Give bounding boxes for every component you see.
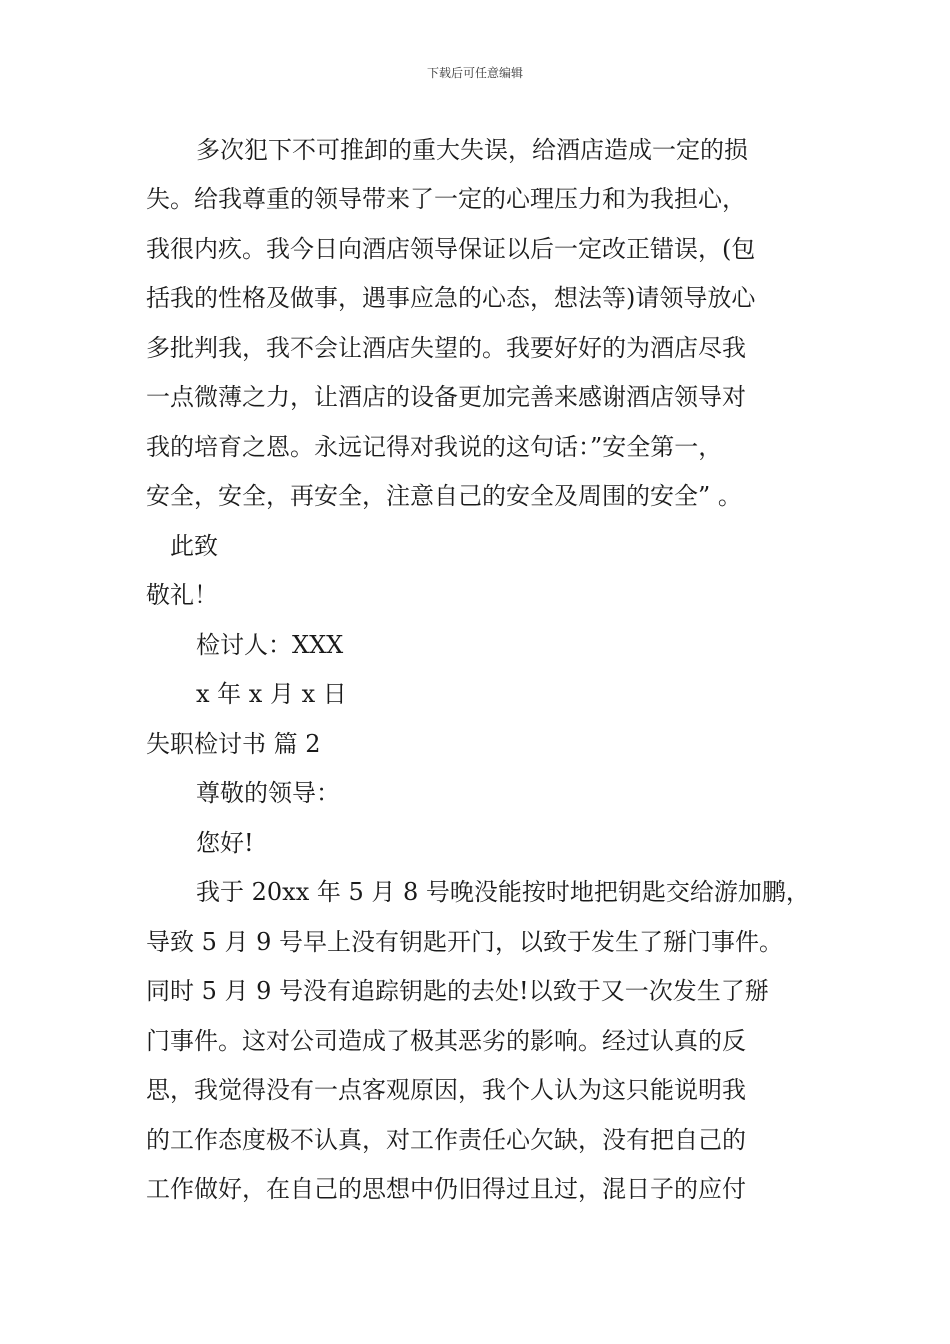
section-title: 失职检讨书 篇 2: [146, 730, 321, 758]
paragraph-line: 我的培育之恩。永远记得对我说的这句话：”安全第一，: [146, 433, 723, 461]
paragraph-line: 思，我觉得没有一点客观原因，我个人认为这只能说明我: [146, 1076, 746, 1104]
page-header: 下载后可任意编辑: [426, 66, 523, 80]
paragraph-line: 工作做好，在自己的思想中仍旧得过且过，混日子的应付: [146, 1175, 746, 1203]
paragraph-line: 门事件。这对公司造成了极其恶劣的影响。经过认真的反: [146, 1027, 746, 1055]
paragraph-line: 导致 5 月 9 号早上没有钥匙开门，以致于发生了掰门事件。: [146, 928, 784, 956]
paragraph-line: 多批判我，我不会让酒店失望的。我要好好的为酒店尽我: [146, 334, 746, 362]
signer-line: 检讨人：XXX: [196, 631, 344, 659]
paragraph-line: 安全，安全，再安全，注意自己的安全及周围的安全” 。: [146, 482, 742, 510]
paragraph-line: 多次犯下不可推卸的重大失误，给酒店造成一定的损: [196, 136, 748, 164]
closing-regards: 敬礼！: [146, 581, 218, 609]
paragraph-line: 同时 5 月 9 号没有追踪钥匙的去处!以致于又一次发生了掰: [146, 977, 769, 1005]
greeting-line: 尊敬的领导：: [196, 779, 340, 807]
paragraph-line: 一点微薄之力，让酒店的设备更加完善来感谢酒店领导对: [146, 383, 746, 411]
paragraph-line: 的工作态度极不认真，对工作责任心欠缺，没有把自己的: [146, 1126, 746, 1154]
greeting-line: 您好!: [196, 829, 254, 857]
paragraph-line: 失。给我尊重的领导带来了一定的心理压力和为我担心，: [146, 185, 746, 213]
paragraph-line: 括我的性格及做事，遇事应急的心态，想法等)请领导放心: [146, 284, 756, 312]
paragraph-line: 我于 20xx 年 5 月 8 号晚没能按时地把钥匙交给游加鹏，: [196, 878, 810, 906]
closing-salutation: 此致: [170, 532, 218, 560]
paragraph-line: 我很内疚。我今日向酒店领导保证以后一定改正错误，(包: [146, 235, 756, 263]
date-line: x 年 x 月 x 日: [196, 680, 347, 708]
